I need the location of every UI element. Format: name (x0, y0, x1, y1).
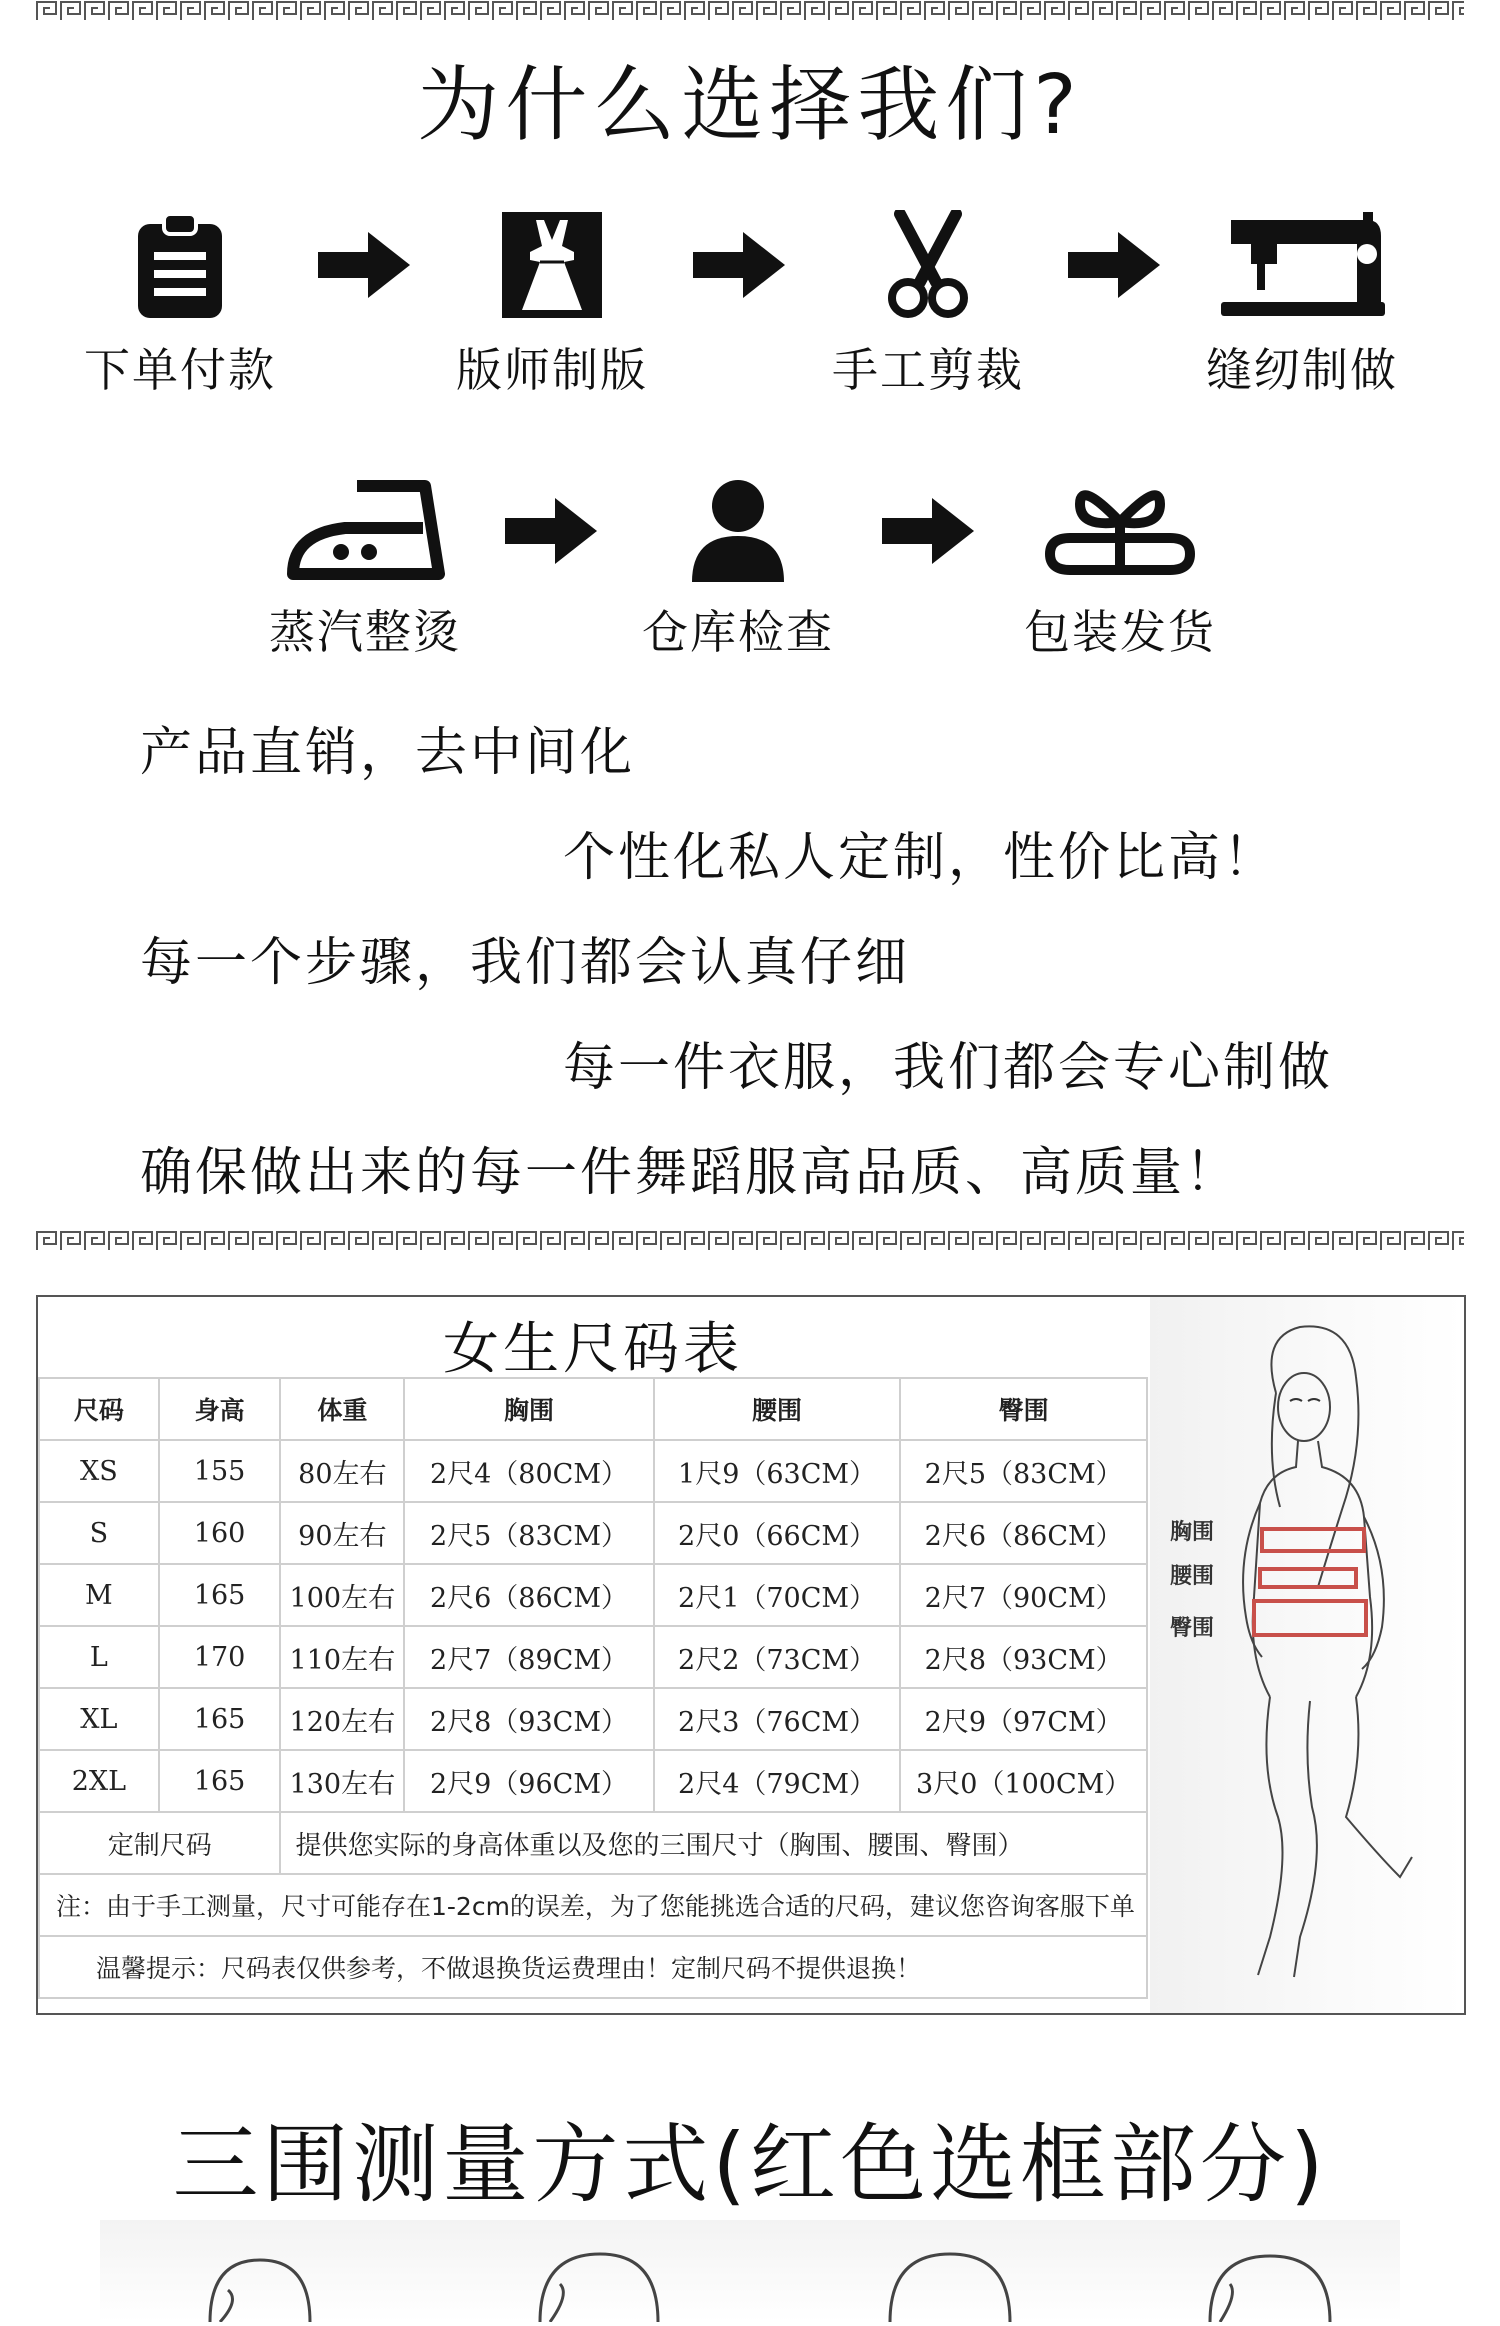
table-cell: M (39, 1564, 159, 1626)
arrow-right-icon (505, 498, 597, 564)
table-cell: 2尺1（70CM） (654, 1564, 901, 1626)
table-cell: 2尺9（96CM） (404, 1750, 654, 1812)
table-row (39, 1564, 1147, 1626)
table-cell: 2XL (39, 1750, 159, 1812)
slogan-line: 确保做出来的每一件舞蹈服高品质、高质量！ (140, 1143, 1241, 1203)
custom-size-description: 提供您实际的身高体重以及您的三围尺寸（胸围、腰围、臀围） (280, 1812, 1147, 1874)
table-cell: 120左右 (280, 1688, 404, 1750)
table-cell: 110左右 (280, 1626, 404, 1688)
table-cell: 90左右 (280, 1502, 404, 1564)
table-cell: XL (39, 1688, 159, 1750)
table-row (39, 1750, 1147, 1812)
step-hand-cutting (798, 210, 1058, 400)
clipboard-icon (130, 210, 230, 320)
figure-label-hip: 臀围 (1170, 1616, 1215, 1641)
table-cell: 165 (159, 1750, 281, 1812)
tip-row (39, 1936, 1147, 1998)
table-cell: S (39, 1502, 159, 1564)
slogan-line: 每一件衣服，我们都会专心制做 (563, 1038, 1334, 1098)
dress-pattern-icon (500, 210, 604, 320)
table-cell: 1尺9（63CM） (654, 1440, 901, 1502)
measurement-illustrations (100, 2220, 1400, 2322)
table-cell: 2尺8（93CM） (900, 1626, 1147, 1688)
table-row (39, 1688, 1147, 1750)
step-pattern-making (422, 210, 682, 400)
warm-tip: 温馨提示：尺码表仅供参考，不做退换货运费理由！定制尺码不提供退换！ (39, 1936, 1147, 1998)
column-header: 胸围 (404, 1378, 654, 1440)
person-icon (688, 478, 788, 582)
table-cell: 2尺8（93CM） (404, 1688, 654, 1750)
table-cell: 2尺7（89CM） (404, 1626, 654, 1688)
arrow-right-icon (1068, 232, 1160, 298)
step-warehouse-check (608, 478, 868, 662)
table-cell: 2尺4（79CM） (654, 1750, 901, 1812)
table-cell: 100左右 (280, 1564, 404, 1626)
column-header: 尺码 (39, 1378, 159, 1440)
column-header: 腰围 (654, 1378, 901, 1440)
table-cell: 160 (159, 1502, 281, 1564)
table-header-row (39, 1378, 1147, 1440)
slogan-line: 每一个步骤，我们都会认真仔细 (140, 933, 911, 993)
figure-label-waist: 腰围 (1170, 1564, 1215, 1589)
size-chart-title: 女生尺码表 (443, 1317, 743, 1382)
table-cell: 2尺5（83CM） (404, 1502, 654, 1564)
decorative-border-middle (36, 1230, 1464, 1252)
slogan-line: 产品直销，去中间化 (140, 723, 636, 783)
column-header: 身高 (159, 1378, 281, 1440)
body-measurement-figure (1150, 1297, 1464, 2013)
table-cell: 2尺0（66CM） (654, 1502, 901, 1564)
table-cell: 2尺3（76CM） (654, 1688, 901, 1750)
step-steam-ironing (235, 478, 495, 662)
step-label: 仓库检查 (642, 605, 834, 659)
note-row (39, 1874, 1147, 1936)
step-sewing (1172, 210, 1432, 400)
table-cell: L (39, 1626, 159, 1688)
table-row (39, 1440, 1147, 1502)
scissors-icon (878, 210, 978, 320)
measurement-note: 注：由于手工测量，尺寸可能存在1-2cm的误差，为了您能挑选合适的尺码，建议您咨询客服下单 (39, 1874, 1147, 1936)
arrow-right-icon (882, 498, 974, 564)
slogan-line: 个性化私人定制，性价比高！ (563, 828, 1279, 888)
table-cell: 2尺9（97CM） (900, 1688, 1147, 1750)
table-cell: 2尺7（90CM） (900, 1564, 1147, 1626)
table-row (39, 1626, 1147, 1688)
gift-bow-icon (1040, 478, 1200, 582)
table-cell: 2尺5（83CM） (900, 1440, 1147, 1502)
step-label: 手工剪裁 (832, 343, 1024, 397)
step-label: 包装发货 (1024, 605, 1216, 659)
table-cell: 2尺2（73CM） (654, 1626, 901, 1688)
custom-size-row (39, 1812, 1147, 1874)
table-cell: 2尺6（86CM） (900, 1502, 1147, 1564)
table-row (39, 1502, 1147, 1564)
table-cell: 2尺6（86CM） (404, 1564, 654, 1626)
step-label: 蒸汽整烫 (269, 605, 461, 659)
table-cell: 2尺4（80CM） (404, 1440, 654, 1502)
step-label: 下单付款 (84, 343, 276, 397)
table-cell: 155 (159, 1440, 281, 1502)
size-chart-panel (36, 1295, 1466, 2015)
custom-size-label: 定制尺码 (39, 1812, 280, 1874)
step-packaging-shipping (990, 478, 1250, 662)
measurement-section-title: 三围测量方式(红色选框部分) (172, 2115, 1328, 2215)
arrow-right-icon (693, 232, 785, 298)
woman-figure-illustration (1150, 1297, 1464, 2013)
step-label: 版师制版 (456, 343, 648, 397)
column-header: 臀围 (900, 1378, 1147, 1440)
table-cell: 130左右 (280, 1750, 404, 1812)
decorative-border-top (36, 0, 1464, 22)
table-cell: 165 (159, 1688, 281, 1750)
table-cell: 165 (159, 1564, 281, 1626)
step-order-payment (50, 210, 310, 400)
table-cell: 3尺0（100CM） (900, 1750, 1147, 1812)
column-header: 体重 (280, 1378, 404, 1440)
page-title: 为什么选择我们? (417, 58, 1083, 153)
table-cell: XS (39, 1440, 159, 1502)
size-table (38, 1377, 1148, 1999)
arrow-right-icon (318, 232, 410, 298)
table-cell: 170 (159, 1626, 281, 1688)
iron-icon (285, 478, 445, 582)
sewing-machine-icon (1217, 210, 1387, 320)
step-label: 缝纫制做 (1206, 343, 1398, 397)
table-cell: 80左右 (280, 1440, 404, 1502)
head-outline-illustrations (100, 2220, 1400, 2322)
figure-label-chest: 胸围 (1170, 1520, 1215, 1545)
